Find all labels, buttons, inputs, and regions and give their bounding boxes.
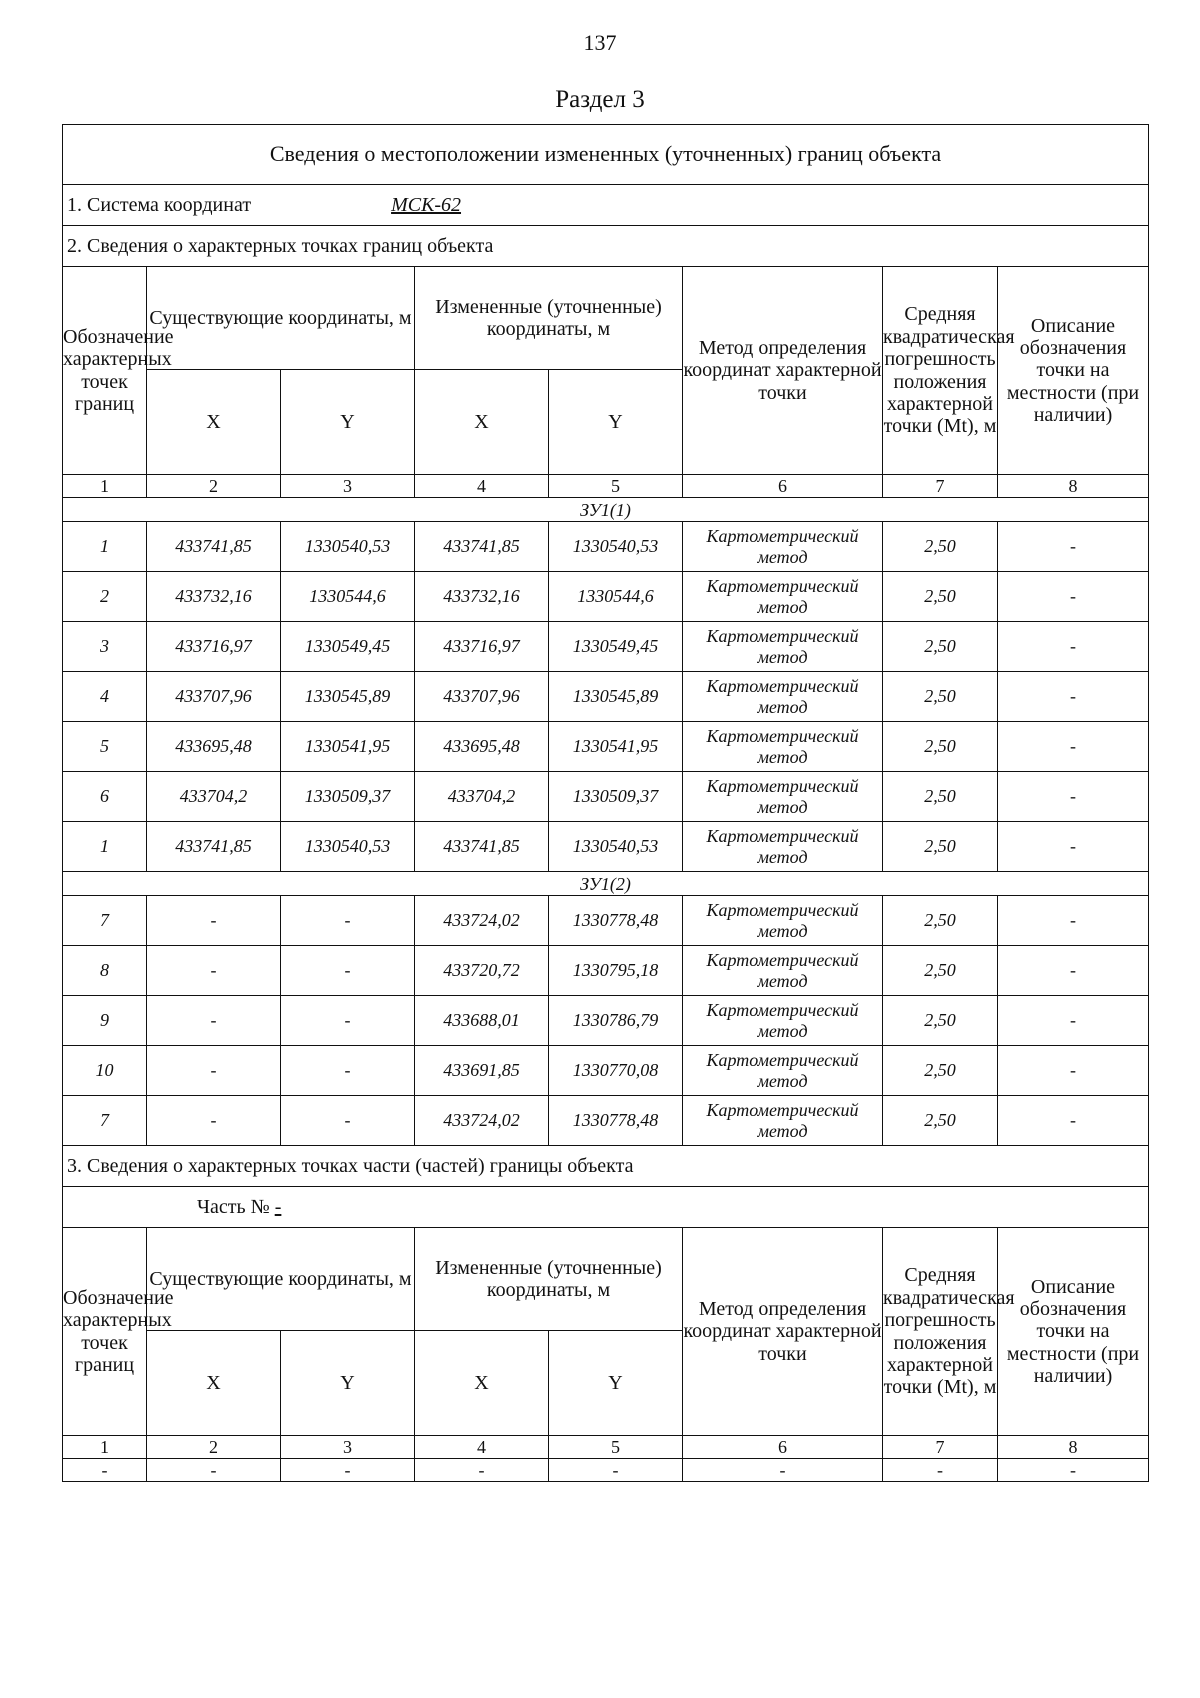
existing-y: -	[281, 1096, 415, 1146]
point-number: 5	[63, 722, 147, 772]
changed-y: 1330544,6	[549, 572, 683, 622]
part-header-y-existing: Y	[281, 1331, 415, 1436]
existing-y: -	[281, 996, 415, 1046]
table-row	[63, 772, 1149, 822]
changed-x: 433741,85	[415, 522, 549, 572]
main-column-number: 6	[683, 475, 883, 498]
point-number: 9	[63, 996, 147, 1046]
changed-y: 1330778,48	[549, 896, 683, 946]
description-cell: -	[998, 622, 1149, 672]
mt-value: 2,50	[883, 946, 998, 996]
description-cell: -	[998, 896, 1149, 946]
coordinate-system-label: 1. Система координат	[67, 193, 252, 216]
point-number: 1	[63, 522, 147, 572]
part-number-value: -	[274, 1195, 282, 1218]
changed-y: 1330540,53	[549, 522, 683, 572]
table-row	[63, 672, 1149, 722]
main-column-number: 3	[281, 475, 415, 498]
existing-x: 433707,96	[147, 672, 281, 722]
existing-y: -	[281, 896, 415, 946]
existing-y: 1330545,89	[281, 672, 415, 722]
description-cell: -	[998, 772, 1149, 822]
method-cell: Картометрический метод	[683, 772, 883, 822]
point-number: 2	[63, 572, 147, 622]
part-table-cell: -	[147, 1459, 281, 1482]
point-number: 10	[63, 1046, 147, 1096]
part-table-cell: -	[683, 1459, 883, 1482]
main-column-number: 1	[63, 475, 147, 498]
main-header-point-designation: Обозначение характерных точек границ	[63, 267, 147, 475]
part-number-row	[63, 1187, 1149, 1228]
part-table-cell: -	[998, 1459, 1149, 1482]
mt-value: 2,50	[883, 1046, 998, 1096]
mt-value: 2,50	[883, 822, 998, 872]
existing-y: 1330541,95	[281, 722, 415, 772]
changed-y: 1330545,89	[549, 672, 683, 722]
part-header-existing-coordinates: Существующие координаты, м	[147, 1228, 415, 1331]
description-cell: -	[998, 572, 1149, 622]
method-cell: Картометрический метод	[683, 996, 883, 1046]
part-column-number: 2	[147, 1436, 281, 1459]
part-column-number: 3	[281, 1436, 415, 1459]
part-header-changed-coordinates: Измененные (уточненные) координаты, м	[415, 1228, 683, 1331]
existing-y: 1330509,37	[281, 772, 415, 822]
existing-y: 1330544,6	[281, 572, 415, 622]
table-row	[63, 946, 1149, 996]
mt-value: 2,50	[883, 1096, 998, 1146]
existing-x: -	[147, 1096, 281, 1146]
part-table-cell: -	[63, 1459, 147, 1482]
description-cell: -	[998, 822, 1149, 872]
point-number: 4	[63, 672, 147, 722]
changed-x: 433716,97	[415, 622, 549, 672]
changed-x: 433720,72	[415, 946, 549, 996]
mt-value: 2,50	[883, 572, 998, 622]
part-header-row	[63, 1228, 1149, 1331]
changed-y: 1330540,53	[549, 822, 683, 872]
point-number: 7	[63, 1096, 147, 1146]
existing-x: -	[147, 896, 281, 946]
changed-x: 433691,85	[415, 1046, 549, 1096]
changed-y: 1330549,45	[549, 622, 683, 672]
table-row	[63, 722, 1149, 772]
part-number-cell	[63, 1187, 1149, 1228]
table-row	[63, 1096, 1149, 1146]
part-column-number: 7	[883, 1436, 998, 1459]
method-cell: Картометрический метод	[683, 672, 883, 722]
method-cell: Картометрический метод	[683, 522, 883, 572]
description-cell: -	[998, 722, 1149, 772]
method-cell: Картометрический метод	[683, 1046, 883, 1096]
mt-value: 2,50	[883, 672, 998, 722]
part-header-mt: Средняя квадратическая погрешность положения характерной точки (Mt), м	[883, 1228, 998, 1436]
point-number: 1	[63, 822, 147, 872]
point-number: 6	[63, 772, 147, 822]
changed-x: 433724,02	[415, 896, 549, 946]
page-number: 137	[583, 30, 617, 55]
changed-y: 1330770,08	[549, 1046, 683, 1096]
part-header-description: Описание обозначения точки на местности (при наличии)	[998, 1228, 1149, 1436]
part-table-cell: -	[549, 1459, 683, 1482]
point-number: 3	[63, 622, 147, 672]
part-points-heading-row	[63, 1146, 1149, 1187]
main-header-changed-coordinates: Измененные (уточненные) координаты, м	[415, 267, 683, 370]
description-cell: -	[998, 1046, 1149, 1096]
main-header-existing-coordinates: Существующие координаты, м	[147, 267, 415, 370]
point-number: 8	[63, 946, 147, 996]
existing-x: 433741,85	[147, 822, 281, 872]
group-row	[63, 498, 1149, 522]
coordinate-system-row	[63, 185, 1149, 226]
table-title: Сведения о местоположении измененных (уточненных) границ объекта	[63, 125, 1149, 185]
table-row	[63, 822, 1149, 872]
part-header-x-existing: X	[147, 1331, 281, 1436]
existing-x: 433741,85	[147, 522, 281, 572]
changed-y: 1330786,79	[549, 996, 683, 1046]
part-header-method: Метод определения координат характерной точки	[683, 1228, 883, 1436]
table-row	[63, 896, 1149, 946]
main-column-number: 4	[415, 475, 549, 498]
table-row	[63, 622, 1149, 672]
description-cell: -	[998, 946, 1149, 996]
part-column-number: 8	[998, 1436, 1149, 1459]
description-cell: -	[998, 522, 1149, 572]
existing-x: 433695,48	[147, 722, 281, 772]
part-header-x-changed: X	[415, 1331, 549, 1436]
changed-x: 433688,01	[415, 996, 549, 1046]
part-column-number: 5	[549, 1436, 683, 1459]
part-column-numbers-row	[63, 1436, 1149, 1459]
existing-y: 1330549,45	[281, 622, 415, 672]
part-number-label: Часть №	[197, 1195, 270, 1218]
existing-y: -	[281, 1046, 415, 1096]
main-header-x-changed: X	[415, 370, 549, 475]
changed-x: 433724,02	[415, 1096, 549, 1146]
main-header-mt: Средняя квадратическая погрешность положения характерной точки (Mt), м	[883, 267, 998, 475]
existing-x: 433732,16	[147, 572, 281, 622]
existing-y: 1330540,53	[281, 522, 415, 572]
part-header-point-designation: Обозначение характерных точек границ	[63, 1228, 147, 1436]
table-row	[63, 996, 1149, 1046]
part-table-cell: -	[415, 1459, 549, 1482]
main-header-x-existing: X	[147, 370, 281, 475]
boundary-points-heading: 2. Сведения о характерных точках границ объекта	[63, 226, 1149, 267]
table-row	[63, 1046, 1149, 1096]
existing-x: -	[147, 1046, 281, 1096]
existing-y: -	[281, 946, 415, 996]
main-header-y-existing: Y	[281, 370, 415, 475]
part-table-cell: -	[883, 1459, 998, 1482]
main-column-number: 7	[883, 475, 998, 498]
method-cell: Картометрический метод	[683, 572, 883, 622]
mt-value: 2,50	[883, 996, 998, 1046]
main-column-number: 2	[147, 475, 281, 498]
boundary-table	[62, 124, 1149, 1482]
main-header-method: Метод определения координат характерной точки	[683, 267, 883, 475]
method-cell: Картометрический метод	[683, 946, 883, 996]
method-cell: Картометрический метод	[683, 722, 883, 772]
point-number: 7	[63, 896, 147, 946]
section-title: Раздел 3	[555, 86, 645, 113]
method-cell: Картометрический метод	[683, 822, 883, 872]
changed-x: 433695,48	[415, 722, 549, 772]
main-column-number: 8	[998, 475, 1149, 498]
changed-y: 1330778,48	[549, 1096, 683, 1146]
part-column-number: 1	[63, 1436, 147, 1459]
part-points-heading: 3. Сведения о характерных точках части (частей) границы объекта	[63, 1146, 1149, 1187]
existing-x: 433716,97	[147, 622, 281, 672]
main-column-number: 5	[549, 475, 683, 498]
mt-value: 2,50	[883, 772, 998, 822]
existing-x: 433704,2	[147, 772, 281, 822]
main-header-y-changed: Y	[549, 370, 683, 475]
existing-x: -	[147, 996, 281, 1046]
existing-x: -	[147, 946, 281, 996]
part-header-y-changed: Y	[549, 1331, 683, 1436]
part-table-row	[63, 1459, 1149, 1482]
part-column-number: 6	[683, 1436, 883, 1459]
changed-x: 433707,96	[415, 672, 549, 722]
group-name: ЗУ1(1)	[63, 498, 1149, 522]
method-cell: Картометрический метод	[683, 896, 883, 946]
mt-value: 2,50	[883, 896, 998, 946]
table-row	[63, 572, 1149, 622]
main-column-numbers-row	[63, 475, 1149, 498]
coordinate-system-value: МСК-62	[391, 193, 462, 216]
main-header-row	[63, 267, 1149, 370]
changed-x: 433704,2	[415, 772, 549, 822]
description-cell: -	[998, 672, 1149, 722]
changed-y: 1330541,95	[549, 722, 683, 772]
table-row	[63, 522, 1149, 572]
changed-x: 433732,16	[415, 572, 549, 622]
existing-y: 1330540,53	[281, 822, 415, 872]
mt-value: 2,50	[883, 722, 998, 772]
part-column-number: 4	[415, 1436, 549, 1459]
group-row	[63, 872, 1149, 896]
part-table-cell: -	[281, 1459, 415, 1482]
mt-value: 2,50	[883, 622, 998, 672]
main-header-description: Описание обозначения точки на местности (при наличии)	[998, 267, 1149, 475]
table-body	[63, 125, 1149, 1482]
mt-value: 2,50	[883, 522, 998, 572]
description-cell: -	[998, 996, 1149, 1046]
method-cell: Картометрический метод	[683, 1096, 883, 1146]
group-name: ЗУ1(2)	[63, 872, 1149, 896]
changed-y: 1330509,37	[549, 772, 683, 822]
method-cell: Картометрический метод	[683, 622, 883, 672]
changed-x: 433741,85	[415, 822, 549, 872]
changed-y: 1330795,18	[549, 946, 683, 996]
description-cell: -	[998, 1096, 1149, 1146]
